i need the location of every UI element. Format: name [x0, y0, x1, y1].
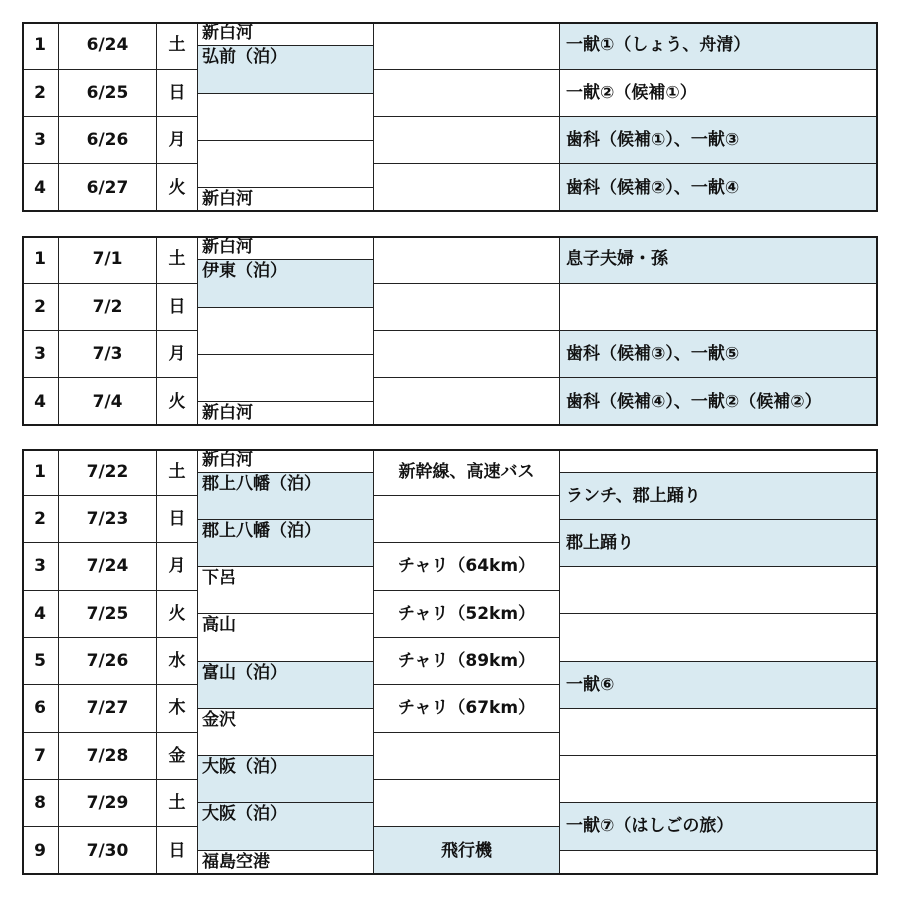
row-weekday: 水	[157, 638, 198, 685]
row-number: 2	[22, 70, 59, 117]
row-date: 6/24	[59, 22, 157, 70]
note-cell-empty	[560, 851, 878, 875]
schedule-table-1	[22, 22, 878, 212]
row-weekday: 火	[157, 591, 198, 638]
place-cell: 福島空港	[198, 851, 374, 875]
row-date: 7/3	[59, 331, 157, 378]
note-cell: 歯科（候補④）、一献②（候補②）	[560, 378, 878, 426]
place-cell-empty	[198, 355, 374, 402]
schedule-table-3	[22, 449, 878, 875]
note-cell-empty	[560, 449, 878, 473]
note-cell-empty	[560, 567, 878, 614]
transport-cell: 飛行機	[374, 827, 560, 875]
schedule-table-2	[22, 236, 878, 426]
row-date: 6/25	[59, 70, 157, 117]
place-cell: 富山（泊）	[198, 662, 374, 709]
transport-cell: チャリ（64km）	[374, 543, 560, 591]
place-cell: 大阪（泊）	[198, 803, 374, 851]
row-date: 7/28	[59, 733, 157, 780]
note-cell-empty	[560, 709, 878, 756]
transport-cell-empty	[374, 117, 560, 164]
row-date: 7/29	[59, 780, 157, 827]
transport-cell: チャリ（67km）	[374, 685, 560, 733]
row-number: 1	[22, 449, 59, 496]
transport-cell-empty	[374, 733, 560, 780]
row-weekday: 日	[157, 70, 198, 117]
row-number: 8	[22, 780, 59, 827]
row-weekday: 木	[157, 685, 198, 733]
note-cell: 一献⑦（はしごの旅）	[560, 803, 878, 851]
row-date: 7/26	[59, 638, 157, 685]
row-number: 6	[22, 685, 59, 733]
row-number: 3	[22, 117, 59, 164]
transport-cell: 新幹線、高速バス	[374, 449, 560, 496]
note-cell: 息子夫婦・孫	[560, 236, 878, 284]
note-cell-empty	[560, 284, 878, 331]
transport-cell-empty	[374, 22, 560, 70]
row-date: 7/2	[59, 284, 157, 331]
place-cell: 新白河	[198, 449, 374, 473]
row-weekday: 土	[157, 449, 198, 496]
place-cell: 新白河	[198, 22, 374, 46]
row-number: 9	[22, 827, 59, 875]
row-number: 4	[22, 591, 59, 638]
row-number: 5	[22, 638, 59, 685]
row-weekday: 月	[157, 117, 198, 164]
row-weekday: 土	[157, 236, 198, 284]
row-date: 7/27	[59, 685, 157, 733]
place-cell: 郡上八幡（泊）	[198, 520, 374, 567]
row-date: 6/26	[59, 117, 157, 164]
place-cell-empty	[198, 141, 374, 188]
row-weekday: 土	[157, 780, 198, 827]
transport-cell-empty	[374, 284, 560, 331]
row-weekday: 月	[157, 331, 198, 378]
place-cell: 新白河	[198, 236, 374, 260]
place-cell: 下呂	[198, 567, 374, 614]
transport-cell-empty	[374, 780, 560, 827]
place-cell: 新白河	[198, 402, 374, 426]
row-date: 7/30	[59, 827, 157, 875]
place-cell: 金沢	[198, 709, 374, 756]
note-cell: 郡上踊り	[560, 520, 878, 567]
row-weekday: 火	[157, 378, 198, 426]
row-weekday: 日	[157, 284, 198, 331]
row-number: 3	[22, 331, 59, 378]
transport-cell: チャリ（89km）	[374, 638, 560, 685]
place-cell-empty	[198, 94, 374, 141]
note-cell: 一献⑥	[560, 662, 878, 709]
place-cell: 新白河	[198, 188, 374, 212]
row-date: 7/22	[59, 449, 157, 496]
note-cell: 歯科（候補②）、一献④	[560, 164, 878, 212]
row-number: 2	[22, 496, 59, 543]
note-cell: 歯科（候補①）、一献③	[560, 117, 878, 164]
note-cell: 一献①（しょう、舟清）	[560, 22, 878, 70]
row-date: 7/23	[59, 496, 157, 543]
row-number: 7	[22, 733, 59, 780]
row-weekday: 金	[157, 733, 198, 780]
place-cell: 伊東（泊）	[198, 260, 374, 308]
row-number: 2	[22, 284, 59, 331]
note-cell: 歯科（候補③）、一献⑤	[560, 331, 878, 378]
row-weekday: 月	[157, 543, 198, 591]
row-date: 7/24	[59, 543, 157, 591]
row-weekday: 日	[157, 496, 198, 543]
row-date: 7/25	[59, 591, 157, 638]
transport-cell: チャリ（52km）	[374, 591, 560, 638]
row-weekday: 土	[157, 22, 198, 70]
note-cell-empty	[560, 614, 878, 662]
transport-cell-empty	[374, 496, 560, 543]
row-number: 3	[22, 543, 59, 591]
transport-cell-empty	[374, 331, 560, 378]
row-number: 4	[22, 378, 59, 426]
row-date: 7/1	[59, 236, 157, 284]
note-cell: ランチ、郡上踊り	[560, 473, 878, 520]
place-cell: 大阪（泊）	[198, 756, 374, 803]
transport-cell-empty	[374, 70, 560, 117]
row-number: 1	[22, 22, 59, 70]
place-cell: 弘前（泊）	[198, 46, 374, 94]
place-cell: 高山	[198, 614, 374, 662]
transport-cell-empty	[374, 378, 560, 426]
row-weekday: 火	[157, 164, 198, 212]
row-number: 1	[22, 236, 59, 284]
row-weekday: 日	[157, 827, 198, 875]
place-cell: 郡上八幡（泊）	[198, 473, 374, 520]
note-cell: 一献②（候補①）	[560, 70, 878, 117]
transport-cell-empty	[374, 236, 560, 284]
row-number: 4	[22, 164, 59, 212]
transport-cell-empty	[374, 164, 560, 212]
row-date: 7/4	[59, 378, 157, 426]
place-cell-empty	[198, 308, 374, 355]
note-cell-empty	[560, 756, 878, 803]
row-date: 6/27	[59, 164, 157, 212]
